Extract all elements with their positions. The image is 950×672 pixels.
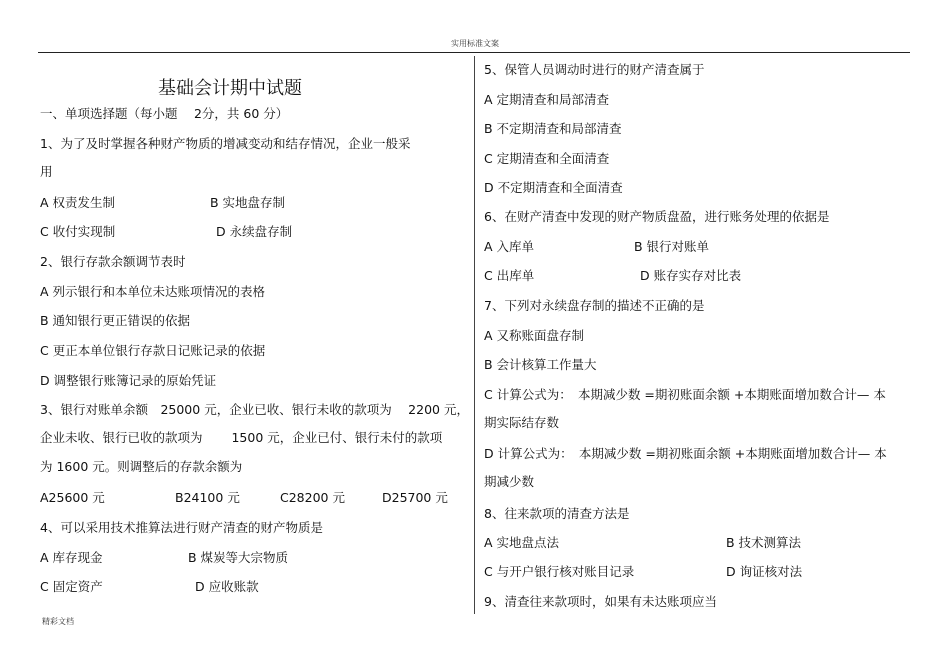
q3-stem-line1: 3、银行对账单余额 25000 元，企业已收、银行未收的款项为 2200 元，	[40, 402, 469, 417]
q2-option-d: D 调整银行账簿记录的原始凭证	[40, 373, 217, 388]
q3-option-c: C28200 元	[280, 490, 345, 505]
q4-stem: 4、可以采用技术推算法进行财产清查的财产物质是	[40, 520, 323, 535]
q1-option-b: B 实地盘存制	[210, 195, 286, 210]
page-footer: 精彩文档	[42, 617, 74, 626]
q7-option-b: B 会计核算工作量大	[484, 357, 597, 372]
q5-option-d: D 不定期清查和全面清查	[484, 180, 623, 195]
q3-option-b: B24100 元	[175, 490, 240, 505]
q2-option-a: A 列示银行和本单位未达账项情况的表格	[40, 284, 266, 299]
q1-option-c: C 收付实现制	[40, 224, 116, 239]
q3-option-a: A25600 元	[40, 490, 105, 505]
q4-option-b: B 煤炭等大宗物质	[188, 550, 289, 565]
q7-option-c-line1: C 计算公式为： 本期减少数 =期初账面余额 +本期账面增加数合计— 本	[484, 387, 886, 402]
q4-option-d: D 应收账款	[195, 579, 259, 594]
q8-stem: 8、往来款项的清查方法是	[484, 506, 630, 521]
q5-stem: 5、保管人员调动时进行的财产清查属于	[484, 62, 705, 77]
q6-option-c: C 出库单	[484, 268, 535, 283]
q5-option-a: A 定期清查和局部清查	[484, 92, 610, 107]
q5-option-b: B 不定期清查和局部清查	[484, 121, 622, 136]
q4-option-c: C 固定资产	[40, 579, 103, 594]
q1-option-a: A 权责发生制	[40, 195, 116, 210]
q3-stem-line2: 企业未收、银行已收的款项为 1500 元，企业已付、银行未付的款项	[40, 430, 443, 445]
q8-option-a: A 实地盘点法	[484, 535, 560, 550]
q1-stem-line1: 1、为了及时掌握各种财产物质的增减变动和结存情况，企业一般采	[40, 136, 411, 151]
q1-stem-line2: 用	[40, 164, 53, 179]
q2-option-c: C 更正本单位银行存款日记账记录的依据	[40, 343, 266, 358]
q2-option-b: B 通知银行更正错误的依据	[40, 313, 191, 328]
q1-option-d: D 永续盘存制	[216, 224, 293, 239]
q7-option-a: A 又称账面盘存制	[484, 328, 585, 343]
q3-option-d: D25700 元	[382, 490, 448, 505]
q7-stem: 7、下列对永续盘存制的描述不正确的是	[484, 298, 705, 313]
q6-option-b: B 银行对账单	[634, 239, 710, 254]
q8-option-b: B 技术测算法	[726, 535, 802, 550]
q9-stem: 9、清查往来款项时，如果有未达账项应当	[484, 594, 717, 609]
q6-stem: 6、在财产清查中发现的财产物质盘盈，进行账务处理的依据是	[484, 209, 830, 224]
header-divider	[38, 52, 910, 53]
q8-option-c: C 与开户银行核对账目记录	[484, 564, 635, 579]
q2-stem: 2、银行存款余额调节表时	[40, 254, 186, 269]
section-heading: 一、单项选择题（每小题 2分，共 60 分）	[40, 106, 289, 121]
exam-title: 基础会计期中试题	[158, 78, 302, 99]
page-header: 实用标准文案	[451, 39, 499, 48]
column-divider	[474, 56, 475, 614]
q7-option-d-line2: 期减少数	[484, 474, 535, 489]
q7-option-c-line2: 期实际结存数	[484, 415, 560, 430]
q3-stem-line3: 为 1600 元。则调整后的存款余额为	[40, 459, 243, 474]
q4-option-a: A 库存现金	[40, 550, 103, 565]
q6-option-a: A 入库单	[484, 239, 535, 254]
q7-option-d-line1: D 计算公式为： 本期减少数 =期初账面余额 +本期账面增加数合计— 本	[484, 446, 887, 461]
q6-option-d: D 账存实存对比表	[640, 268, 742, 283]
q8-option-d: D 询证核对法	[726, 564, 803, 579]
q5-option-c: C 定期清查和全面清查	[484, 151, 610, 166]
